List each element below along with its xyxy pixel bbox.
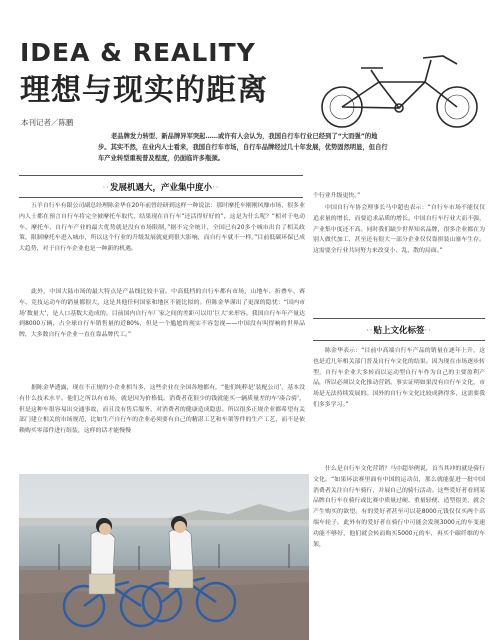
heading-decoration: ·· bbox=[102, 183, 110, 193]
paragraph: 五羊自行车有限公司副总经理陈金华在20年前曾经研到这样一种说法：那时摩托车刚刚风靡市场，很多业内人士都在预言自行车将完全被摩托车取代，结果现在自行车“还活得好好的”，这是为什么呢？“相对于电动车、摩托车，自行车产业的最大优势就是没有市场限制，”据不完全统计，全国已有20多个城市出台了相关政策，限制摩托车进入城市，所以这个行业的升级发展就更到很大影响，而自行车就不一样。”目前低碳环保已成大趋势，对于自行车企业也是一种新的机遇。 bbox=[19, 203, 305, 253]
cyclists-photo bbox=[19, 474, 309, 640]
section-rule-bottom bbox=[19, 197, 303, 198]
paragraph: 中国自行车协会理事长马中超也表示：“自行车市场不能仅仅追求量的增长，而要追求品质的增长。中国自行车行业大而不强，产业集中度还不高。同时我们缺少世界知名品牌，很多企业都在为别人做代加工，甚至还有很大一部分企业仅仅靠拼装山寨车生存。这需要全行业共同努力来改变小、乱、散的局面。” bbox=[313, 205, 485, 255]
headline-chinese: 理想与现实的距离 bbox=[20, 73, 268, 108]
byline: 本刊记者／陈鹏 bbox=[21, 118, 74, 127]
paragraph: 此外，中国大陆市场的最大特点是产品线比较丰富。中高低档的自行车都有市场，山地车、折叠车、赛车、竞技运动车的销量都很大，这是其他任何国家和地区不能比拟的。但陈金华谨出了更深的隐忧：“国内市场‘数量大’，是人口基数大造成的。目前国内自行车厂家之间的差距可以用‘巨大’来形容。我国自行车年产量达到8000万辆，占全球自行车销售量的近80%，但是一个尴尬的现实不容忽视——中国没有叫得响的世界品牌，大多数自行车企业一直在靠品牌代工。” bbox=[19, 289, 305, 339]
bicycle-illustration-icon bbox=[307, 52, 497, 130]
section-heading-1-text: 发展机遇大，产业集中度小 bbox=[109, 183, 212, 193]
section-rule-top bbox=[313, 318, 485, 319]
heading-decoration: ·· bbox=[424, 326, 432, 336]
lead-paragraph: 老品牌发力转型、新品牌异军突起……或许有人会认为，我国自行车行业已经到了“大而强”的地步。其实不然，在业内人士看来，我国自行车市场，自行车品牌经过几十年发展，优势固然明显，但自行车产业转型重视普及程度，仍面临许多瓶颈。 bbox=[98, 133, 388, 162]
paragraph: 什么是自行车文化营销？马中超举例说，首当其冲的就是骑行文化。“如果环法赛里面有中国的运动员，那么就能促进一批中国消费者关注自行车骑行，并展自己的骑行活动。这些爱好者看到某品牌自行车在骑行或比赛中质量过硬、重量轻便、造型很美，就会产生购买的欲望。有的爱好者甚至可以花8000元钱仅仅买两个高端车轮子。此外有的爱好者在骑行中可能会发现3000元的车变速功能不够好，他们就会转而购买5000元的车，再买个碳纤维的车架， bbox=[313, 466, 485, 548]
paragraph: 个行业升级更快。” bbox=[313, 193, 361, 199]
paragraph: 据陈金华透露，现在不正规的小企业相当多，这些企业在全国各地都有，“他们纯粹是‘装配公司’，基本没有什么技术水平。他们之所以有市场，就是因为价格低。消费者花很少的钱就能买一辆质量差的车‘凑合骑’，但是这种车很容易出交通事故，而且没有售后服务，对消费者的健康造成隐患。所以很多正规企业都希望有关部门建立相关的市场规范，比如生产自行车的企业必须要有自己的精湛工艺和车架等件的生产工艺，而不是依赖购买零部件进行组装，这样的话才能慢慢 bbox=[19, 385, 305, 435]
heading-decoration: ·· bbox=[212, 183, 220, 193]
section-heading-2-text: 贴上文化标签 bbox=[373, 326, 425, 336]
section-heading-1 bbox=[19, 181, 303, 193]
section-rule-top bbox=[19, 175, 303, 176]
heading-decoration: ·· bbox=[366, 326, 374, 336]
headline-english: IDEA & REALITY bbox=[20, 38, 256, 67]
section-heading-2 bbox=[313, 324, 485, 336]
paragraph: 陈金华表示：“目前中高端自行车产品的销量在逐年上升，这也是近几年相关部门普及自行车文化的结果。因为现在市场逐步转型，自行车企业大多转而以运动型自行车作为自己的主要盈利产品，所以必须以文化推动营销。事实证明如果没有自行车文化，市场是无法持续发展的。国外的自行车文化比较成熟得多，这需要我们多多学习。” bbox=[313, 348, 485, 408]
section-rule-bottom bbox=[313, 340, 485, 341]
